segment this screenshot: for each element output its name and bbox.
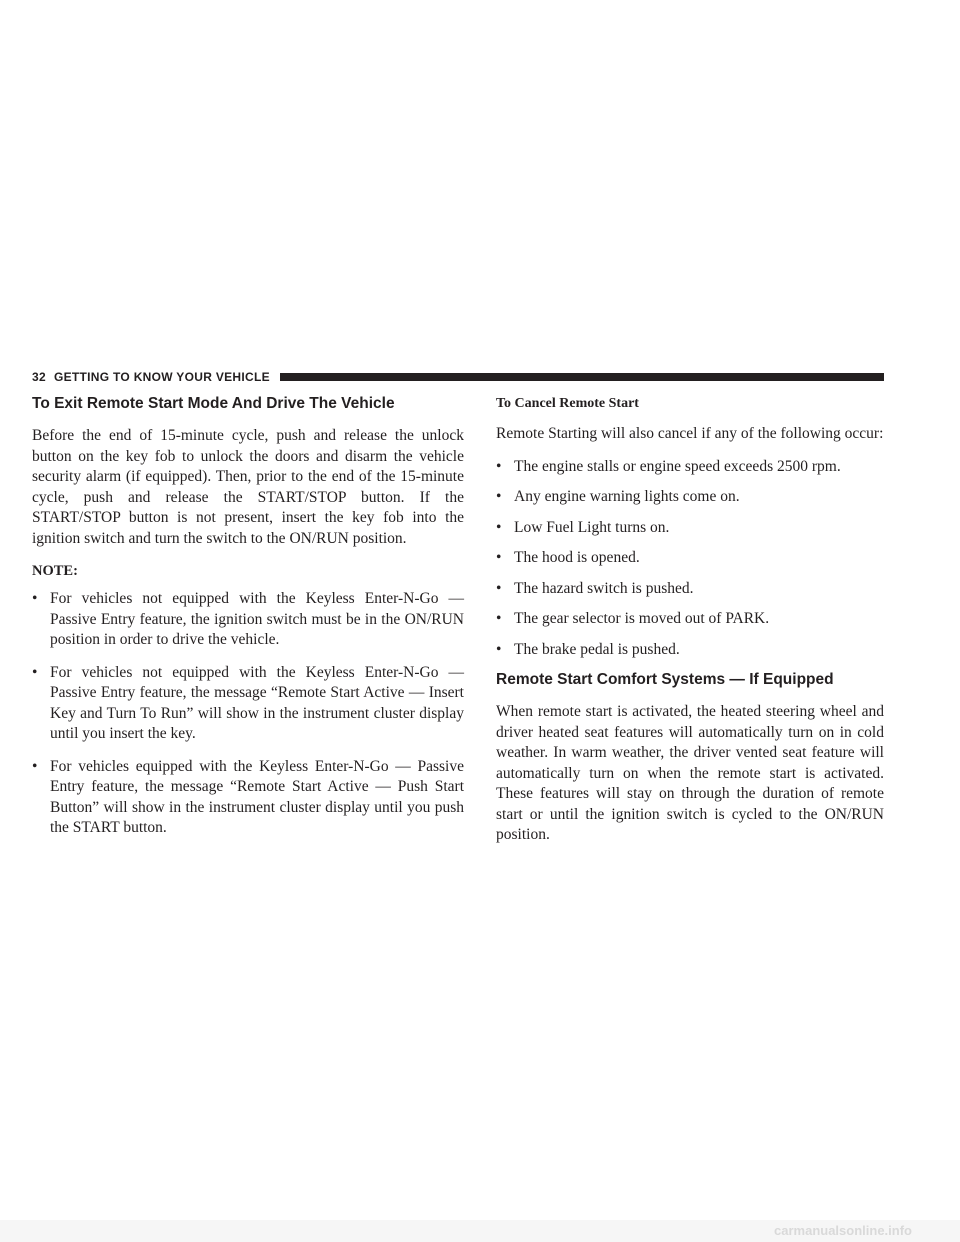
- bullet-icon: •: [496, 488, 502, 505]
- list-item: [496, 609, 884, 630]
- cancel-conditions-list: [496, 457, 884, 661]
- comfort-systems-heading: Remote Start Comfort Systems — If Equipped: [496, 671, 834, 688]
- list-item: [496, 579, 884, 600]
- cancel-remote-start-subheading: To Cancel Remote Start: [496, 396, 639, 411]
- list-item-text: The brake pedal is pushed.: [514, 640, 680, 658]
- bullet-icon: •: [32, 590, 38, 607]
- list-item: [496, 487, 884, 508]
- footer-bar: [0, 1220, 960, 1242]
- watermark-text: carmanualsonline.info: [774, 1223, 912, 1238]
- cancel-remote-start-intro: Remote Starting will also cancel if any of the following occur:: [496, 425, 884, 442]
- bullet-icon: •: [32, 757, 38, 775]
- list-item-text: For vehicles not equipped with the Keyless Enter-N-Go — Passive Entry feature, the message “Remote Start Active — Insert Key and Turn To Run” will show in the instrument cluster display until you insert the key.: [50, 663, 464, 742]
- page-header: [32, 370, 884, 384]
- list-item: [32, 757, 464, 839]
- list-item-text: Low Fuel Light turns on.: [514, 518, 670, 536]
- list-item: [496, 457, 884, 478]
- left-column: [32, 394, 464, 851]
- list-item-text: The hood is opened.: [514, 549, 640, 566]
- bullet-icon: •: [496, 579, 502, 597]
- list-item: [496, 640, 884, 661]
- exit-remote-start-paragraph: Before the end of 15-minute cycle, push and release the unlock button on the key fob to unlock the doors and disarm the vehicle security alarm (if equipped). Then, prior to the end of the 15-minute cycle, push and release the START/STOP button. If the START/STOP button is not present, insert the key fob into the ignition switch and turn the switch to the ON/RUN position.: [32, 427, 464, 547]
- exit-remote-start-heading: To Exit Remote Start Mode And Drive The Vehicle: [32, 395, 395, 412]
- list-item-text: The engine stalls or engine speed exceeds 2500 rpm.: [514, 457, 841, 475]
- list-item-text: For vehicles equipped with the Keyless Enter-N-Go — Passive Entry feature, the message “Remote Start Active — Push Start Button” will show in the instrument cluster display until you push the START button.: [50, 757, 464, 836]
- bullet-icon: •: [496, 549, 502, 566]
- note-label: NOTE:: [32, 563, 78, 579]
- page-number: 32: [32, 370, 46, 384]
- right-column: [496, 394, 884, 858]
- list-item: [32, 663, 464, 745]
- bullet-icon: •: [496, 640, 502, 658]
- bullet-icon: •: [32, 663, 38, 681]
- section-title: GETTING TO KNOW YOUR VEHICLE: [53, 370, 270, 384]
- note-bullet-list: [32, 589, 464, 839]
- bullet-icon: •: [496, 610, 502, 627]
- bullet-icon: •: [496, 518, 502, 536]
- list-item: [32, 589, 464, 651]
- header-rule: [280, 373, 884, 381]
- list-item: [496, 548, 884, 569]
- bullet-icon: •: [496, 457, 502, 475]
- list-item: [496, 518, 884, 539]
- list-item-text: The gear selector is moved out of PARK.: [514, 610, 770, 627]
- list-item-text: For vehicles not equipped with the Keyless Enter-N-Go — Passive Entry feature, the ignition switch must be in the ON/RUN position in order to drive the vehicle.: [50, 590, 464, 648]
- list-item-text: Any engine warning lights come on.: [514, 488, 740, 505]
- comfort-systems-paragraph: When remote start is activated, the heated steering wheel and driver heated seat features will automatically turn on in cold weather. In warm weather, the driver vented seat feature will automatically turn on when the remote start is activated. These features will stay on through the duration of remote start or until the ignition switch is cycled to the ON/RUN position.: [496, 703, 884, 843]
- list-item-text: The hazard switch is pushed.: [514, 579, 694, 597]
